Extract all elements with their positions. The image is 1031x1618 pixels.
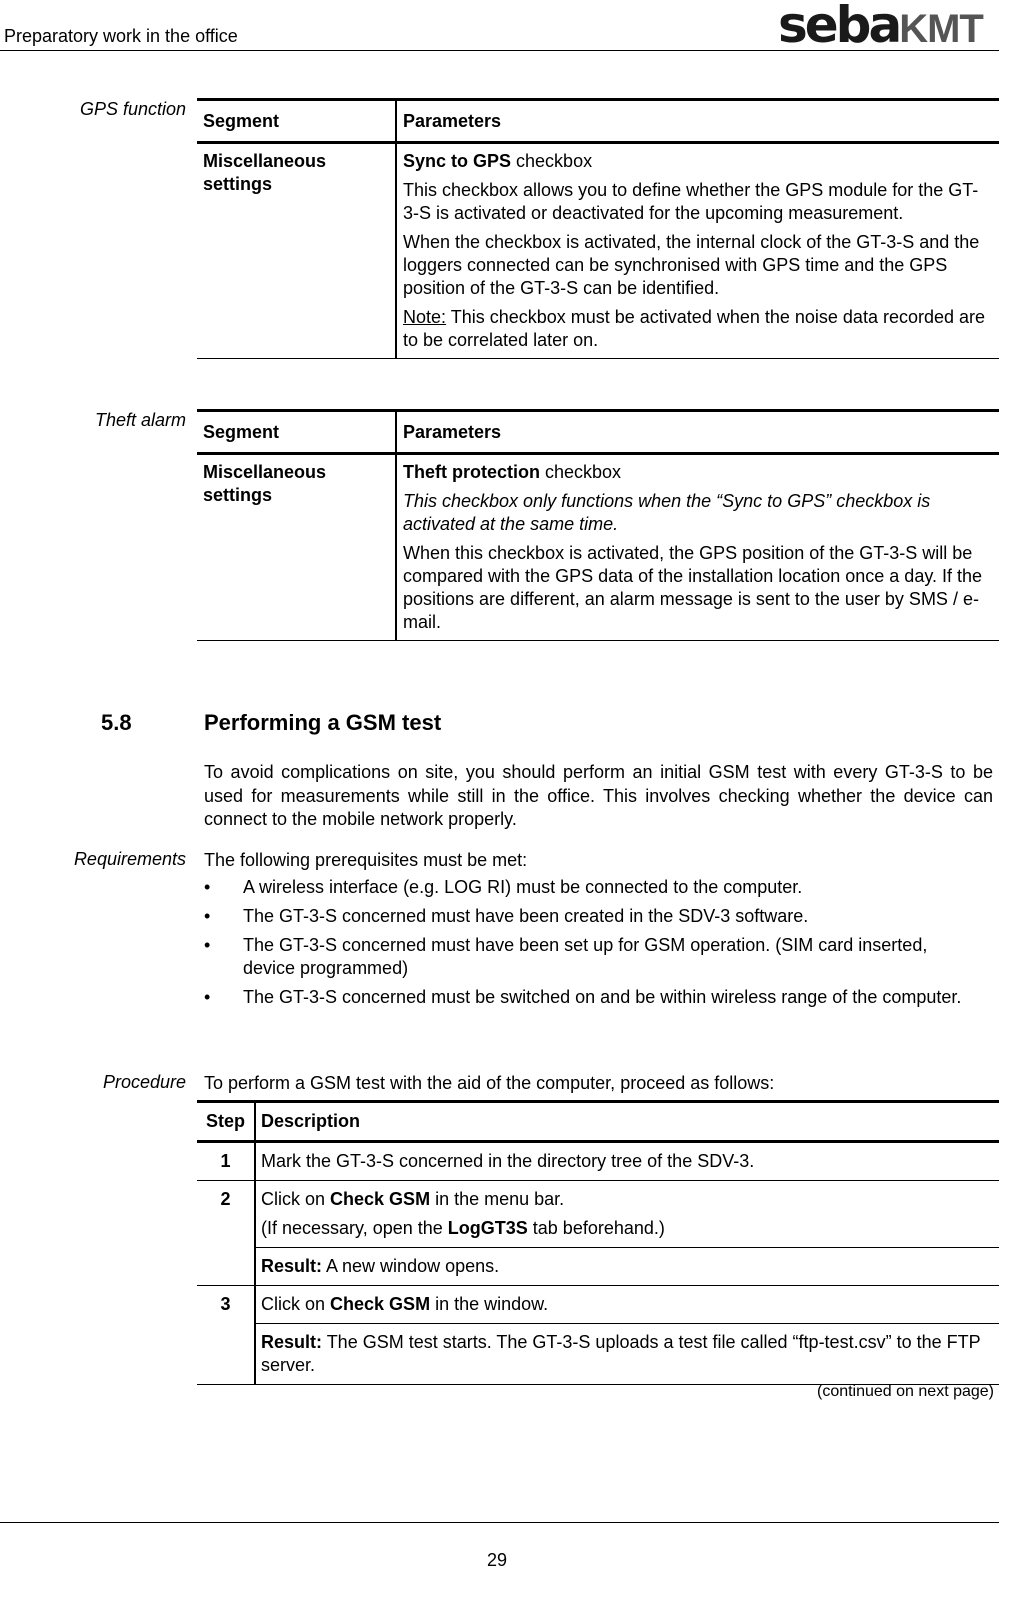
- segment-cell: Miscellaneous settings: [197, 143, 396, 359]
- param-desc: This checkbox only functions when the “Sync to GPS” checkbox is activated at the same time.: [403, 491, 931, 534]
- col-description: Description: [255, 1102, 999, 1142]
- col-segment: Segment: [197, 411, 396, 454]
- requirements-list: [204, 876, 964, 1015]
- text: in the window.: [430, 1294, 549, 1314]
- table-row: [197, 1142, 999, 1181]
- ui-term: Check GSM: [330, 1189, 431, 1209]
- col-segment: Segment: [197, 100, 396, 143]
- text: in the menu bar.: [430, 1189, 565, 1209]
- logo-seba: seba: [778, 0, 900, 54]
- list-item-text: The GT-3-S concerned must be switched on and be within wireless range of the computer.: [243, 987, 962, 1007]
- step-result: [255, 1324, 999, 1385]
- step-result: [255, 1248, 999, 1286]
- col-parameters: Parameters: [396, 411, 999, 454]
- running-header-title: Preparatory work in the office: [4, 26, 238, 46]
- col-parameters: Parameters: [396, 100, 999, 143]
- requirements-lead: The following prerequisites must be met:: [204, 850, 528, 870]
- param-type: checkbox: [511, 151, 593, 171]
- note-text: This checkbox must be activated when the noise data recorded are to be correlated later on.: [403, 307, 986, 350]
- gps-table: [197, 98, 999, 359]
- step-text: Mark the GT-3-S concerned in the directory tree of the SDV-3.: [255, 1142, 999, 1181]
- section-number: 5.8: [101, 710, 132, 735]
- result-label: Result:: [261, 1332, 323, 1352]
- list-item: [204, 986, 964, 1009]
- side-label-theft: Theft alarm: [94, 410, 186, 430]
- list-item: [204, 905, 964, 928]
- param-name: Sync to GPS: [403, 151, 512, 171]
- text: Click on: [261, 1294, 331, 1314]
- procedure-table: [197, 1100, 999, 1385]
- param-desc: When the checkbox is activated, the internal clock of the GT-3-S and the loggers connected can be synchronised with GPS time and the GPS position of the GT-3-S can be identified.: [403, 232, 980, 298]
- step-number: 1: [197, 1142, 255, 1181]
- section-title: Performing a GSM test: [204, 710, 442, 735]
- list-item-text: A wireless interface (e.g. LOG RI) must be connected to the computer.: [243, 877, 803, 897]
- param-name: Theft protection: [403, 462, 540, 482]
- text: Click on: [261, 1189, 331, 1209]
- bullet-icon: •: [204, 987, 211, 1007]
- footer-rule: [0, 1522, 999, 1523]
- step-number: 2: [197, 1181, 255, 1286]
- theft-table: [197, 409, 999, 641]
- step-text: [255, 1181, 999, 1248]
- procedure-lead: To perform a GSM test with the aid of the computer, proceed as follows:: [204, 1073, 775, 1093]
- param-desc: This checkbox allows you to define whether the GPS module for the GT-3-S is activated or deactivated for the upcoming measurement.: [403, 180, 979, 223]
- side-label-requirements: Requirements: [73, 849, 186, 869]
- page-number: 29: [487, 1550, 508, 1570]
- param-desc: When this checkbox is activated, the GPS position of the GT-3-S will be compared with the GPS data of the installation location once a day. If the positions are different, an alarm message is sent to the user by SMS / e-mail.: [403, 543, 983, 632]
- note-label: Note:: [403, 307, 447, 327]
- step-number: 3: [197, 1286, 255, 1385]
- list-item: [204, 876, 964, 899]
- side-label-procedure: Procedure: [102, 1072, 186, 1092]
- result-label: Result:: [261, 1256, 323, 1276]
- param-type: checkbox: [540, 462, 622, 482]
- side-label-gps: GPS function: [79, 99, 186, 119]
- step-text: [255, 1286, 999, 1324]
- text: tab beforehand.): [527, 1218, 665, 1238]
- intro-paragraph: To avoid complications on site, you should perform an initial GSM test with every GT-3-S to be used for measurements while still in the office. This involves checking whether the device can connect to the mobile network properly.: [204, 762, 993, 829]
- table-row: [197, 1286, 999, 1324]
- bullet-icon: •: [204, 935, 211, 955]
- sebakmt-logo: [778, 2, 983, 52]
- table-row: [197, 1324, 999, 1385]
- table-row: [197, 1248, 999, 1286]
- parameters-cell: [396, 454, 999, 641]
- header-rule: [0, 50, 999, 51]
- col-step: Step: [197, 1102, 255, 1142]
- result-text: A new window opens.: [322, 1256, 500, 1276]
- bullet-icon: •: [204, 906, 211, 926]
- list-item: [204, 934, 964, 980]
- list-item-text: The GT-3-S concerned must have been created in the SDV-3 software.: [243, 906, 809, 926]
- continued-note: (continued on next page): [816, 1383, 994, 1400]
- ui-term: Check GSM: [330, 1294, 431, 1314]
- bullet-icon: •: [204, 877, 211, 897]
- list-item-text: The GT-3-S concerned must have been set up for GSM operation. (SIM card inserted, device programmed): [243, 935, 928, 978]
- text: (If necessary, open the: [261, 1218, 448, 1238]
- table-row: [197, 1181, 999, 1248]
- logo-kmt: KMT: [899, 7, 983, 51]
- parameters-cell: [396, 143, 999, 359]
- ui-term: LogGT3S: [447, 1218, 528, 1238]
- segment-cell: Miscellaneous settings: [197, 454, 396, 641]
- result-text: The GSM test starts. The GT-3-S uploads a test file called “ftp-test.csv” to the FTP server.: [261, 1332, 981, 1375]
